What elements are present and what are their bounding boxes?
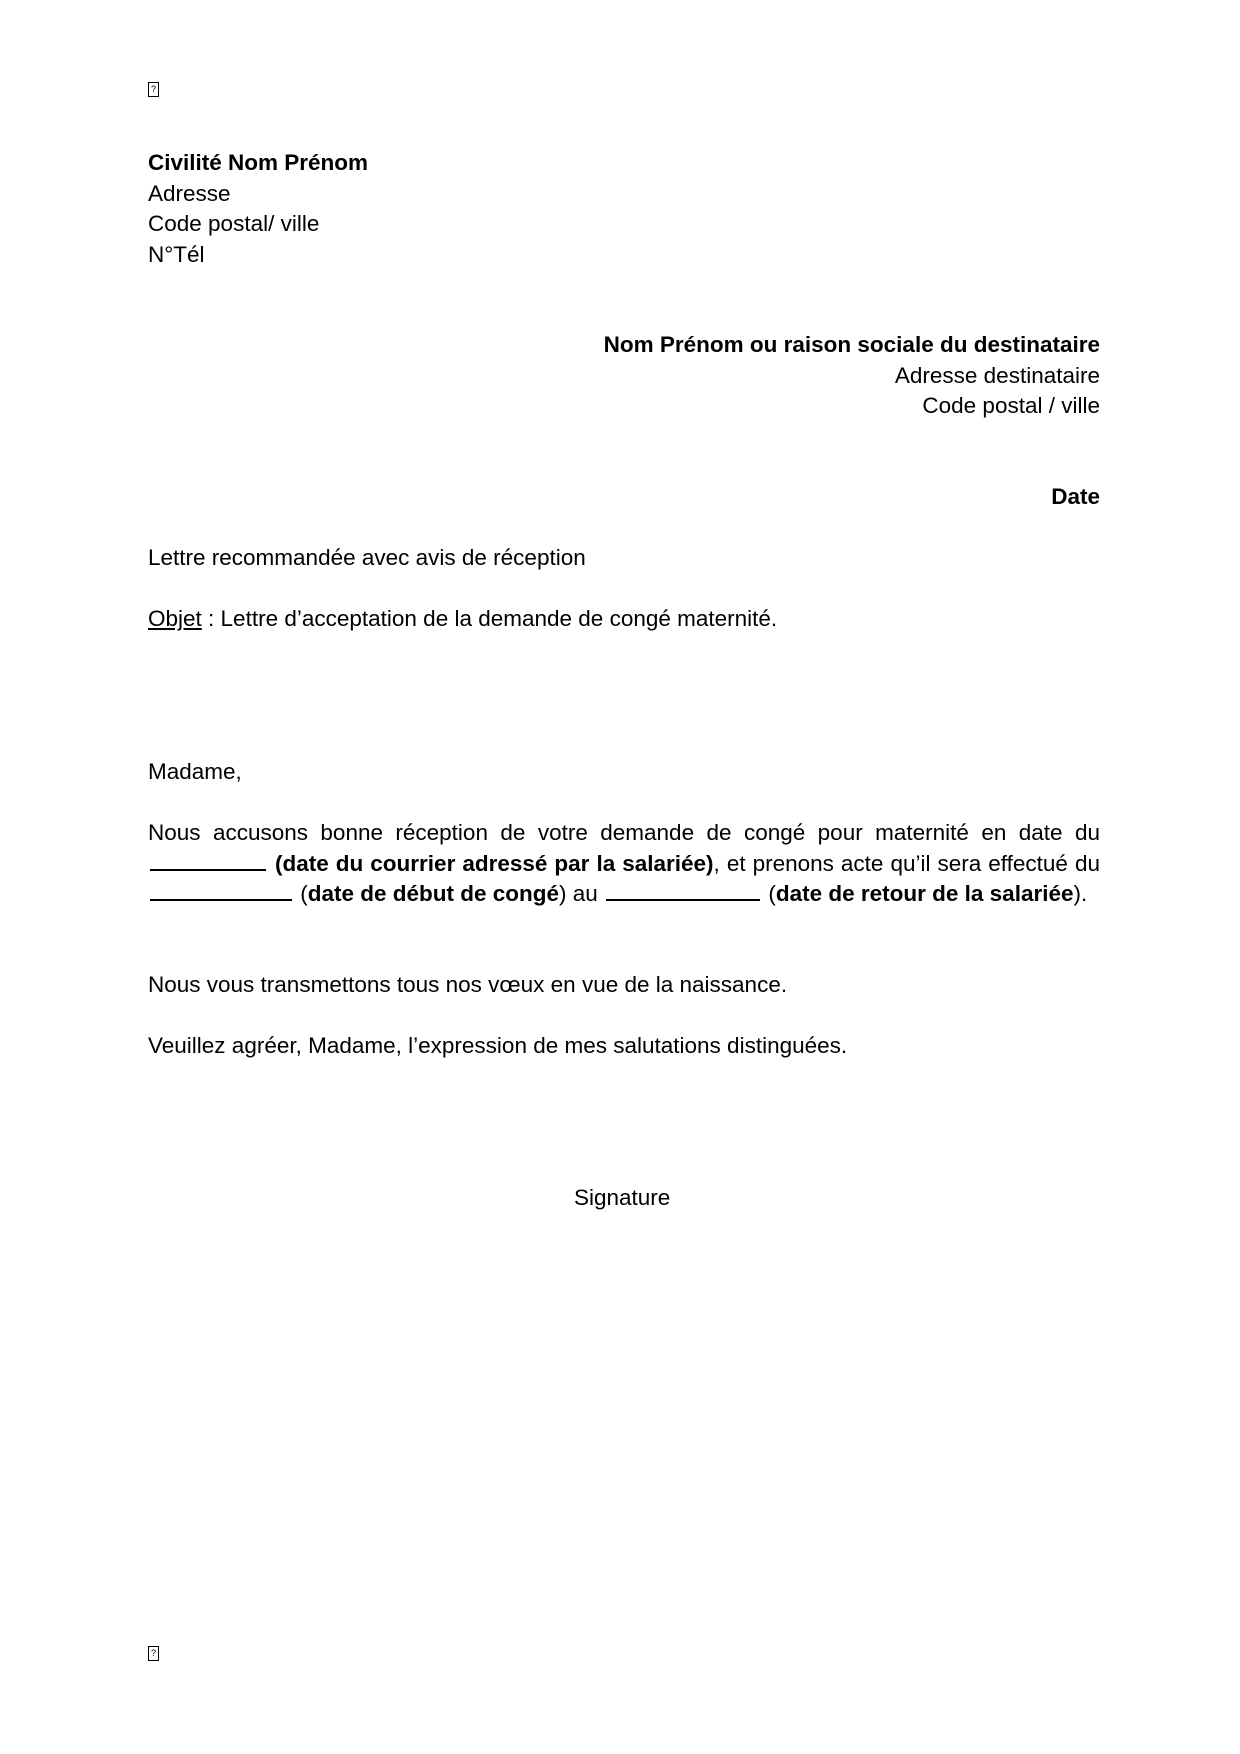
signature-label: Signature	[574, 1185, 671, 1210]
sender-name: Civilité Nom Prénom	[148, 150, 369, 175]
salutation: Madame,	[148, 759, 242, 784]
recipient-name: Nom Prénom ou raison sociale du destinataire	[603, 332, 1100, 357]
body-field-3-open: (	[768, 881, 776, 906]
sender-postal-city: Code postal/ ville	[148, 211, 320, 236]
body-part-2: , et prenons acte qu’il sera effectué du	[713, 850, 1100, 876]
sender-block	[148, 148, 368, 270]
object-text: Lettre d’acceptation de la demande de congé maternité.	[220, 606, 778, 631]
sender-address: Adresse	[148, 180, 231, 206]
body-part-3: au	[566, 881, 598, 906]
missing-glyph-marker-top: ?	[148, 82, 159, 97]
object-label: Objet	[148, 606, 202, 631]
closing-formula: Veuillez agréer, Madame, l’expression de mes salutations distinguées.	[148, 1033, 848, 1058]
wishes-sentence: Nous vous transmettons tous nos vœux en vue de la naissance.	[148, 972, 788, 997]
blank-field-2	[150, 881, 292, 901]
body-field-3-close: ).	[1073, 881, 1088, 906]
body-paragraph	[148, 818, 1100, 910]
blank-field-1	[150, 851, 266, 871]
body-field-1: (date du courrier adressé par la salariée)	[275, 850, 714, 876]
blank-field-3	[606, 881, 760, 901]
recipient-block	[604, 330, 1100, 422]
object-separator: :	[201, 606, 221, 631]
body-part-1: Nous accusons bonne réception de votre demande de congé pour maternité en date du	[148, 820, 1100, 845]
object-line	[148, 604, 777, 635]
recipient-postal-city: Code postal / ville	[922, 393, 1100, 418]
recipient-address: Adresse destinataire	[894, 362, 1100, 388]
body-field-2: date de début de congé	[307, 881, 560, 906]
date-label: Date	[1051, 484, 1100, 509]
missing-glyph-marker-bottom: ?	[148, 1646, 159, 1661]
body-field-3: date de retour de la salariée	[775, 881, 1074, 906]
body-field-2-close: )	[559, 881, 567, 906]
body-field-2-open: (	[300, 881, 308, 906]
registered-mail-notice: Lettre recommandée avec avis de réception	[148, 545, 586, 570]
sender-phone: N°Tél	[148, 241, 205, 267]
